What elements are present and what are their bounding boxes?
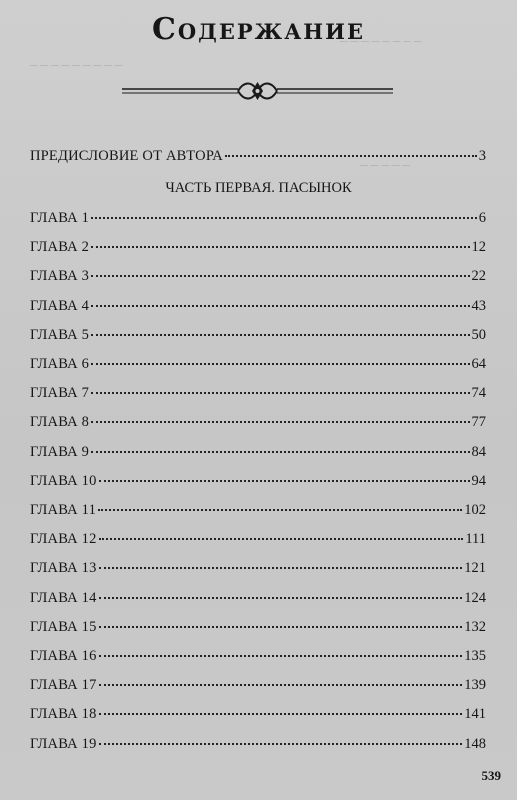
dot-leader <box>225 145 477 157</box>
toc-entry-chapter[interactable] <box>30 298 486 320</box>
toc-entry-label: ГЛАВА 1 <box>30 210 90 226</box>
dot-leader <box>99 528 464 540</box>
dot-leader <box>99 587 463 599</box>
toc-entry-chapter[interactable] <box>30 648 486 670</box>
dot-leader <box>99 645 463 657</box>
toc-entry-label: ГЛАВА 7 <box>30 385 90 402</box>
toc-entry-label: ГЛАВА 10 <box>30 472 97 489</box>
toc-entry-chapter[interactable] <box>30 414 486 436</box>
toc-entry-chapter[interactable] <box>30 706 486 728</box>
dot-leader <box>91 207 477 219</box>
toc-entry-label: ГЛАВА 11 <box>30 502 97 518</box>
dot-leader <box>91 353 469 365</box>
dot-leader <box>99 703 463 715</box>
part-heading: ЧАСТЬ ПЕРВАЯ. ПАСЫНОК <box>165 180 352 196</box>
toc-entry-page: 135 <box>464 648 486 664</box>
dot-leader <box>91 265 469 277</box>
toc-entry-chapter[interactable] <box>30 502 486 524</box>
toc-entry-page: 22 <box>471 268 486 285</box>
toc-entry-chapter[interactable] <box>30 444 486 466</box>
toc-entry-page: 6 <box>478 210 486 226</box>
toc-entry-page: 84 <box>471 443 486 460</box>
toc-entry-chapter[interactable] <box>30 590 486 612</box>
bleed-through-text: ─ ─ ─ ─ ─ ─ ─ ─ <box>340 36 422 48</box>
toc-entry-label: ГЛАВА 2 <box>30 239 90 256</box>
toc-entry-page: 94 <box>471 472 486 489</box>
bleed-through-text: ─ ─ ─ ─ ─ ─ ─ ─ ─ <box>30 60 123 72</box>
toc-entry-label: ГЛАВА 4 <box>30 297 90 314</box>
toc-entry-page: 111 <box>465 531 486 548</box>
toc-entry-page: 148 <box>464 735 486 752</box>
toc-entry-chapter[interactable] <box>30 210 486 232</box>
dot-leader <box>91 295 469 307</box>
toc-entry-chapter[interactable] <box>30 385 486 407</box>
toc-entry-page: 74 <box>471 385 486 402</box>
dot-leader <box>99 616 463 628</box>
dot-leader <box>91 236 469 248</box>
toc-entry-chapter[interactable] <box>30 531 486 553</box>
toc-entry-preface[interactable] <box>30 148 486 170</box>
toc-entry-label: ГЛАВА 3 <box>30 268 90 285</box>
toc-entry-chapter[interactable] <box>30 736 486 758</box>
toc-entry-chapter[interactable] <box>30 473 486 495</box>
toc-entry-chapter[interactable] <box>30 560 486 582</box>
toc-entry-page: 77 <box>471 414 486 431</box>
toc-entry-label: ГЛАВА 17 <box>30 677 97 694</box>
toc-entry-label: ГЛАВА 13 <box>30 560 97 577</box>
toc-entry-label: ГЛАВА 8 <box>30 414 90 431</box>
toc-entry-label: ГЛАВА 14 <box>30 589 97 606</box>
dot-leader <box>99 557 463 569</box>
dot-leader <box>91 382 469 394</box>
dot-leader <box>99 470 470 482</box>
toc-entry-label: ГЛАВА 5 <box>30 326 90 343</box>
toc-entry-chapter[interactable] <box>30 356 486 378</box>
toc-entry-chapter[interactable] <box>30 268 486 290</box>
toc-entry-chapter[interactable] <box>30 677 486 699</box>
toc-entry-page: 12 <box>471 239 486 256</box>
page-number: 539 <box>481 768 501 783</box>
toc-entry-label: ПРЕДИСЛОВИЕ ОТ АВТОРА <box>30 148 223 164</box>
toc-entry-label: ГЛАВА 19 <box>30 735 97 752</box>
toc-entry-page: 43 <box>471 297 486 314</box>
bleed-through-text: ─ ─ ─ ─ ─ <box>360 160 410 172</box>
toc-entry-page: 64 <box>471 356 486 372</box>
dot-leader <box>99 733 463 745</box>
toc-entry-page: 124 <box>464 589 486 606</box>
toc-entry-page: 102 <box>464 502 486 518</box>
toc-entry-label: ГЛАВА 9 <box>30 443 90 460</box>
toc-entry-chapter[interactable] <box>30 239 486 261</box>
toc-entry-page: 141 <box>464 706 486 723</box>
toc-entry-page: 3 <box>478 148 486 164</box>
toc-entry-label: ГЛАВА 18 <box>30 706 97 723</box>
ornament-divider-icon <box>120 78 395 104</box>
toc-entry-page: 121 <box>464 560 486 577</box>
contents-title: Содержание <box>152 12 365 47</box>
toc-entry-label: ГЛАВА 16 <box>30 648 97 664</box>
dot-leader <box>99 674 463 686</box>
toc-entry-chapter[interactable] <box>30 327 486 349</box>
toc-entry-page: 139 <box>464 677 486 694</box>
toc-entry-label: ГЛАВА 15 <box>30 618 97 635</box>
toc-entry-label: ГЛАВА 12 <box>30 531 97 548</box>
dot-leader <box>98 499 462 511</box>
dot-leader <box>91 411 469 423</box>
toc-entry-label: ГЛАВА 6 <box>30 356 90 372</box>
toc-entry-page: 50 <box>471 326 486 343</box>
dot-leader <box>91 441 469 453</box>
toc-entry-chapter[interactable] <box>30 619 486 641</box>
dot-leader <box>91 324 469 336</box>
toc-entry-page: 132 <box>464 618 486 635</box>
